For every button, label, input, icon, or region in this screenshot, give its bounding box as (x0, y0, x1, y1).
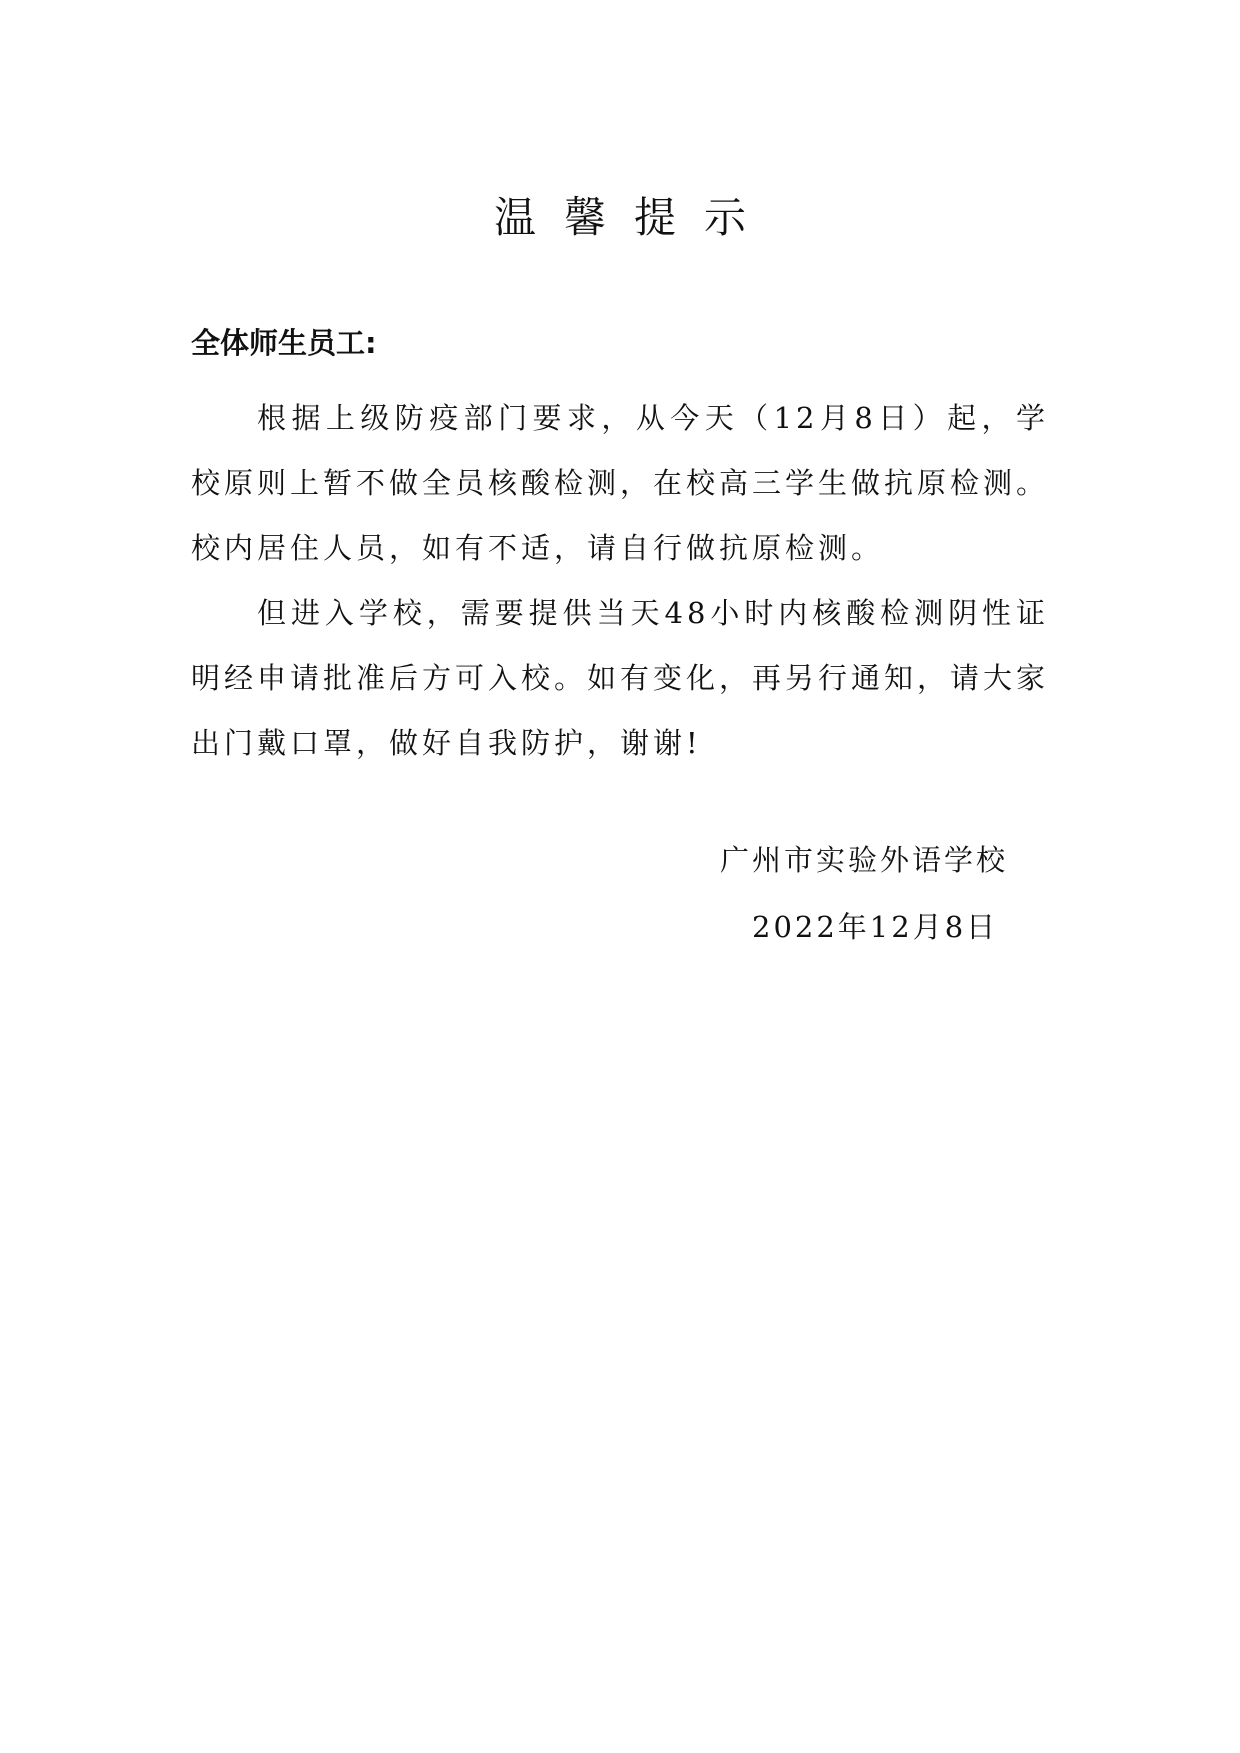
notice-body (191, 386, 1049, 776)
paragraph-2: 但进入学校，需要提供当天48小时内核酸检测阴性证明经申请批准后方可入校。如有变化，再另行通知，请大家出门戴口罩，做好自我防护，谢谢! (191, 596, 1050, 760)
date: 2022年12月8日 (752, 910, 999, 944)
paragraph-1: 根据上级防疫部门要求，从今天（12月8日）起，学校原则上暂不做全员核酸检测，在校高三学生做抗原检测。校内居住人员，如有不适，请自行做抗原检测。 (191, 401, 1050, 565)
salutation: 全体师生员工: (191, 326, 377, 360)
signature: 广州市实验外语学校 (720, 843, 1009, 877)
page-title: 温馨提示 (493, 193, 774, 242)
